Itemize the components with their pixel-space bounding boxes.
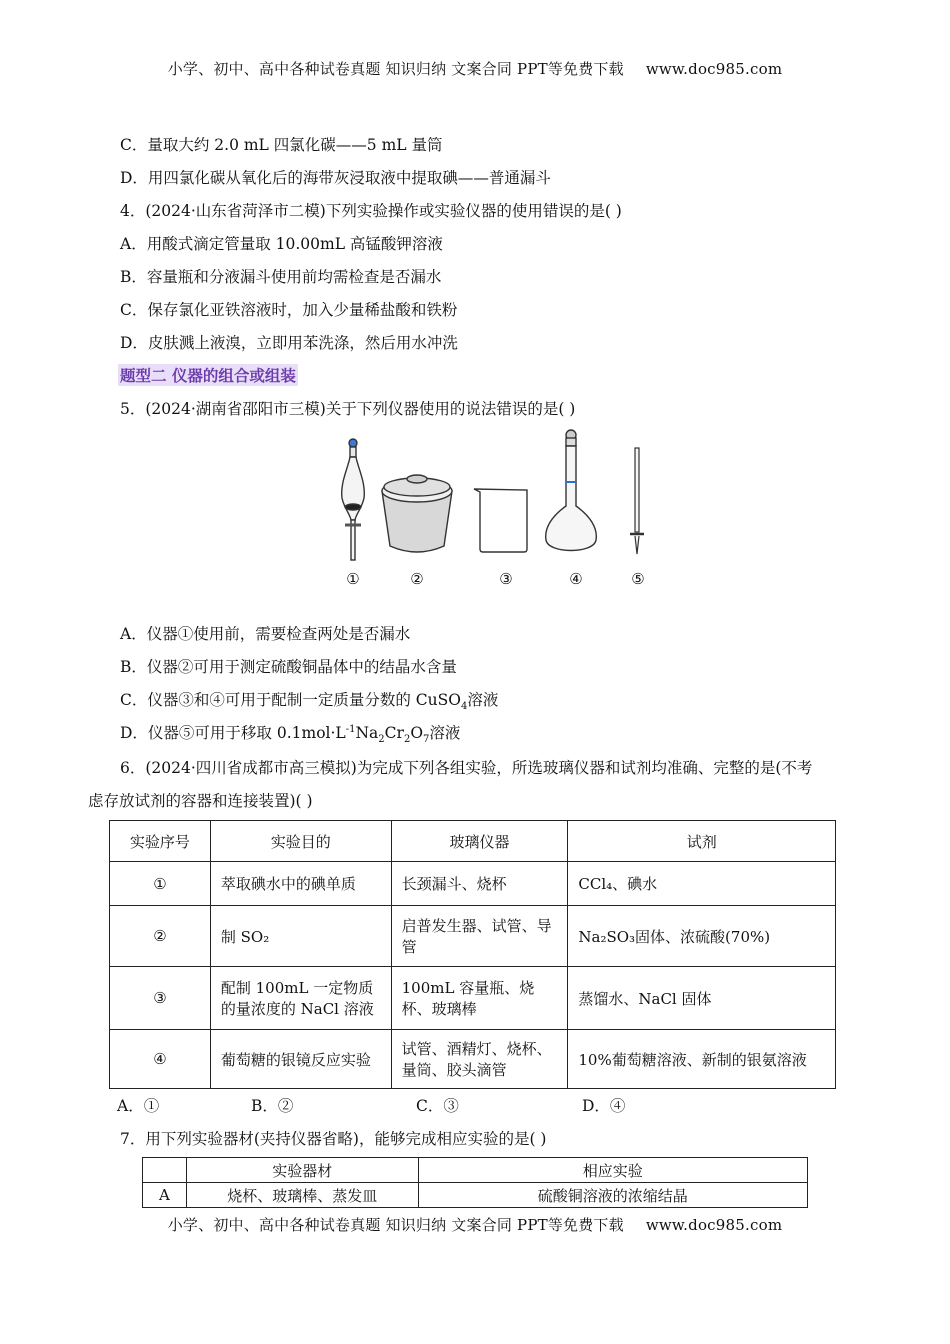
figure-label-3: ③ — [499, 570, 513, 588]
table-header: 相应实验 — [418, 1158, 807, 1183]
table-cell: 启普发生器、试管、导管 — [391, 906, 568, 967]
q5-option-c: C．仪器③和④可用于配制一定质量分数的 CuSO$_4$溶液 — [120, 691, 499, 713]
table-cell: 配制 100mL 一定物质的量浓度的 NaCl 溶液 — [210, 967, 391, 1030]
q4-stem: 4．(2024·山东省菏泽市二模)下列实验操作或实验仪器的使用错误的是( ) — [120, 202, 622, 220]
table-cell: ③ — [110, 967, 211, 1030]
table-header: 实验目的 — [210, 821, 391, 862]
table-cell: 萃取碘水中的碘单质 — [210, 862, 391, 906]
q6-option-b: B．② — [251, 1097, 294, 1115]
q5-stem: 5．(2024·湖南省邵阳市三模)关于下列仪器使用的说法错误的是( ) — [120, 400, 576, 418]
q5-option-b: B．仪器②可用于测定硫酸铜晶体中的结晶水含量 — [120, 658, 457, 676]
footer-url[interactable]: www.doc985.com — [645, 1216, 783, 1234]
table-cell: Na₂SO₃固体、浓硫酸(70%) — [568, 906, 836, 967]
table-row — [110, 862, 836, 906]
table-header: 玻璃仪器 — [391, 821, 568, 862]
q5-option-a: A．仪器①使用前，需要检查两处是否漏水 — [120, 625, 411, 643]
figure-label-4: ④ — [569, 570, 583, 588]
q4-option-d: D．皮肤溅上液溴，立即用苯洗涤，然后用水冲洗 — [120, 334, 458, 352]
figure-label-1: ① — [346, 570, 360, 588]
table-row — [110, 906, 836, 967]
table-cell: 葡萄糖的银镜反应实验 — [210, 1030, 391, 1089]
q6-option-a: A．① — [117, 1097, 160, 1115]
page-header — [0, 58, 950, 79]
q4-option-a: A．用酸式滴定管量取 10.00mL 高锰酸钾溶液 — [120, 235, 443, 253]
header-url[interactable]: www.doc985.com — [645, 60, 783, 78]
instruments-figure — [320, 428, 680, 593]
q4-option-b: B．容量瓶和分液漏斗使用前均需检查是否漏水 — [120, 268, 442, 286]
burette-icon — [630, 448, 644, 554]
table-cell: CCl₄、碘水 — [568, 862, 836, 906]
table-cell: 制 SO₂ — [210, 906, 391, 967]
footer-text: 小学、初中、高中各种试卷真题 知识归纳 文案合同 PPT等免费下载 — [167, 1216, 624, 1234]
table-cell: 100mL 容量瓶、烧杯、玻璃棒 — [391, 967, 568, 1030]
table-header: 实验器材 — [186, 1158, 418, 1183]
table-row — [143, 1183, 808, 1208]
table-header: 实验序号 — [110, 821, 211, 862]
table-header: 试剂 — [568, 821, 836, 862]
q4-option-c: C．保存氯化亚铁溶液时，加入少量稀盐酸和铁粉 — [120, 301, 458, 319]
q6-table — [109, 820, 836, 1089]
beaker-icon — [474, 489, 527, 552]
table-row — [110, 967, 836, 1030]
table-cell: 试管、酒精灯、烧杯、量筒、胶头滴管 — [391, 1030, 568, 1089]
table-cell: 硫酸铜溶液的浓缩结晶 — [418, 1183, 807, 1208]
table-cell: 长颈漏斗、烧杯 — [391, 862, 568, 906]
table-row — [110, 1030, 836, 1089]
q6-stem-line2: 虑存放试剂的容器和连接装置)( ) — [88, 792, 313, 810]
q5-option-d: D．仪器⑤可用于移取 $0.1mol\cdot L^{-1}Na_2Cr_2O_7$溶液 — [120, 723, 461, 746]
table-header-row — [143, 1158, 808, 1183]
volumetric-flask-icon — [546, 430, 597, 551]
table-cell: 烧杯、玻璃棒、蒸发皿 — [186, 1183, 418, 1208]
table-cell: 10%葡萄糖溶液、新制的银氨溶液 — [568, 1030, 836, 1089]
separatory-funnel-icon — [342, 439, 365, 560]
q7-stem: 7．用下列实验器材(夹持仪器省略)，能够完成相应实验的是( ) — [120, 1130, 547, 1148]
figure-label-2: ② — [410, 570, 424, 588]
figure-label-5: ⑤ — [631, 570, 645, 588]
table-header — [143, 1158, 187, 1183]
table-cell: ② — [110, 906, 211, 967]
page-footer — [0, 1214, 950, 1235]
q3-option-d: D．用四氯化碳从氧化后的海带灰浸取液中提取碘——普通漏斗 — [120, 169, 551, 187]
table-header-row — [110, 821, 836, 862]
table-cell: ④ — [110, 1030, 211, 1089]
q6-option-d: D．④ — [582, 1097, 626, 1115]
table-cell: ① — [110, 862, 211, 906]
q7-table — [142, 1157, 808, 1208]
q6-option-c: C．③ — [416, 1097, 459, 1115]
crucible-icon — [382, 475, 452, 552]
header-text: 小学、初中、高中各种试卷真题 知识归纳 文案合同 PPT等免费下载 — [167, 60, 624, 78]
table-cell: 蒸馏水、NaCl 固体 — [568, 967, 836, 1030]
q3-option-c: C．量取大约 2.0 mL 四氯化碳——5 mL 量筒 — [120, 136, 443, 154]
q6-stem-line1: 6．(2024·四川省成都市高三模拟)为完成下列各组实验，所选玻璃仪器和试剂均准确、完整的是(不考 — [120, 759, 813, 777]
table-cell: A — [143, 1183, 187, 1208]
section-title: 题型二 仪器的组合或组装 — [118, 364, 298, 386]
